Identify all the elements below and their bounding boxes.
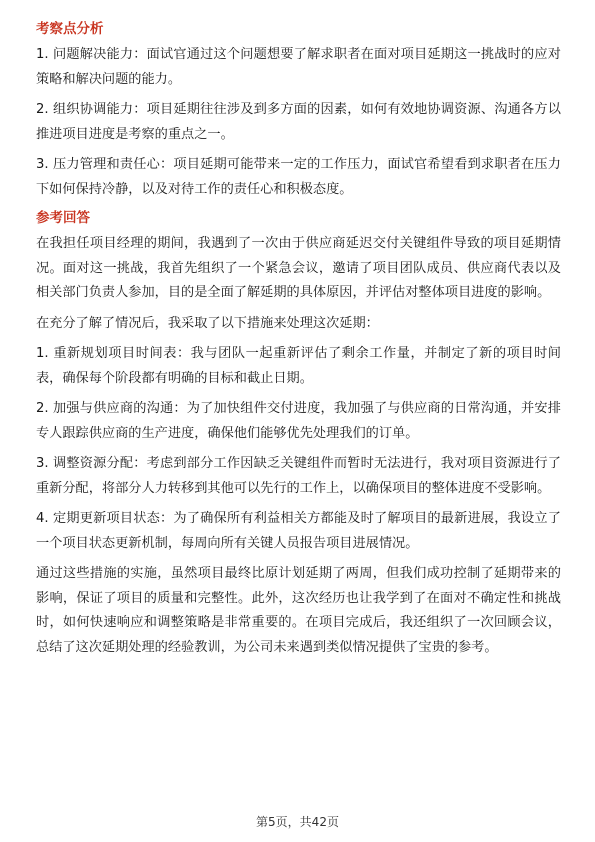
answer-measure-2: 2. 加强与供应商的沟通：为了加快组件交付进度，我加强了与供应商的日常沟通，并安排专人跟踪供应商的生产进度，确保他们能够优先处理我们的订单。 (36, 401, 561, 441)
document-body (36, 19, 561, 666)
answer-heading: 参考回答 (36, 210, 90, 226)
answer-paragraph-measures-lead: 在充分了解了情况后，我采取了以下措施来处理这次延期： (36, 315, 379, 331)
analysis-item-2: 2. 组织协调能力：项目延期往往涉及到多方面的因素，如何有效地协调资源、沟通各方以推进项目进度是考察的重点之一。 (36, 102, 561, 142)
analysis-heading: 考察点分析 (36, 21, 104, 37)
page-number: 第5页，共42页 (256, 815, 339, 829)
analysis-item-3: 3. 压力管理和责任心：项目延期可能带来一定的工作压力，面试官希望看到求职者在压力下如何保持冷静，以及对待工作的责任心和积极态度。 (36, 157, 561, 197)
analysis-item-1: 1. 问题解决能力：面试官通过这个问题想要了解求职者在面对项目延期这一挑战时的应对策略和解决问题的能力。 (36, 47, 561, 87)
answer-paragraph-conclusion: 通过这些措施的实施，虽然项目最终比原计划延期了两周，但我们成功控制了延期带来的影响，保证了项目的质量和完整性。此外，这次经历也让我学到了在面对不确定性和挑战时，如何快速响应和调整策略是非常重要的。在项目完成后，我还组织了一次回顾会议，总结了这次延期处理的经验教训，为公司未来遇到类似情况提供了宝贵的参考。 (36, 566, 561, 655)
answer-measure-3: 3. 调整资源分配：考虑到部分工作因缺乏关键组件而暂时无法进行，我对项目资源进行了重新分配，将部分人力转移到其他可以先行的工作上，以确保项目的整体进度不受影响。 (36, 456, 561, 496)
answer-paragraph-intro: 在我担任项目经理的期间，我遇到了一次由于供应商延迟交付关键组件导致的项目延期情况。面对这一挑战，我首先组织了一个紧急会议，邀请了项目团队成员、供应商代表以及相关部门负责人参加，目的是全面了解延期的具体原因，并评估对整体项目进度的影响。 (36, 236, 561, 300)
answer-measure-1: 1. 重新规划项目时间表：我与团队一起重新评估了剩余工作量，并制定了新的项目时间表，确保每个阶段都有明确的目标和截止日期。 (36, 346, 561, 386)
answer-measure-4: 4. 定期更新项目状态：为了确保所有利益相关方都能及时了解项目的最新进展，我设立了一个项目状态更新机制，每周向所有关键人员报告项目进展情况。 (36, 511, 561, 551)
